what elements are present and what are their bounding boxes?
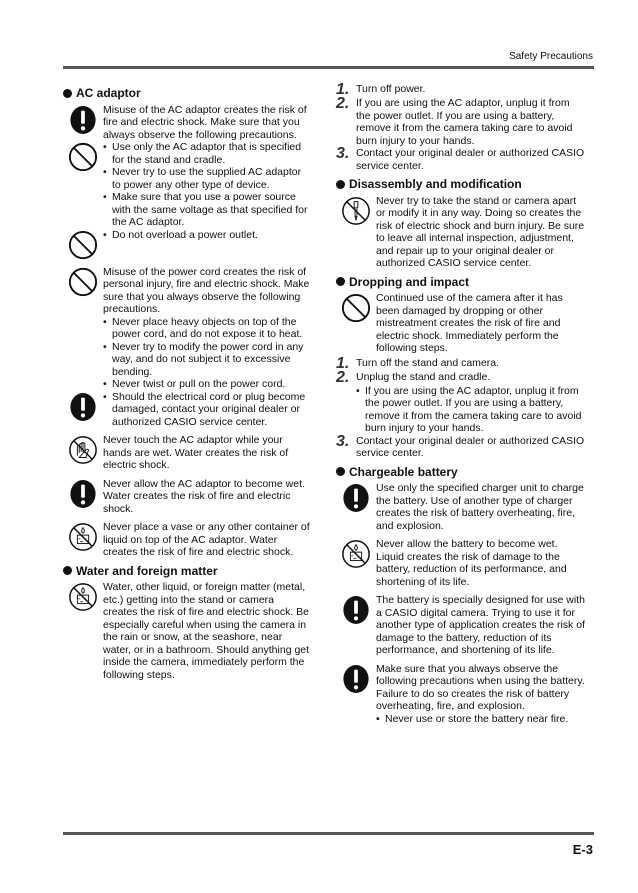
- step-item: 2. If you are using the AC adaptor, unplug it from the power outlet. If you are using a battery, remove it from the camera taking care to avoid burn injury to your hands.: [336, 95, 573, 147]
- bullet-dot-icon: [336, 467, 345, 476]
- section-heading-battery: Chargeable battery: [336, 466, 585, 479]
- prohibited-icon: [68, 230, 98, 260]
- section-heading-ac-adaptor: AC adaptor: [63, 87, 311, 100]
- battery-wet-block: [336, 538, 585, 588]
- warning-icon: [69, 479, 97, 509]
- prohibited-icon: [68, 267, 98, 297]
- battery-charger-text: Use only the specified charger unit to charge the battery. Use of another type of charger creates the risk of battery overheating, fire, and explosion.: [376, 482, 584, 532]
- no-liquid-icon: [341, 539, 371, 569]
- list-item: • Never try to use the supplied AC adaptor to power any other type of device.: [103, 166, 311, 191]
- step-sub-bullet: [336, 385, 585, 435]
- step-item: 2. Unplug the stand and cradle.: [336, 368, 491, 386]
- footer-rule: [63, 832, 594, 835]
- section-heading-dropping: Dropping and impact: [336, 276, 585, 289]
- list-item: • Make sure that you use a power source with the same voltage as that specified for the AC adaptor.: [103, 191, 311, 229]
- bullet-dot-icon: [336, 180, 345, 189]
- ac-overload-block: [63, 229, 311, 260]
- step-item: 3. Contact your original dealer or authorized CASIO service center.: [336, 432, 585, 459]
- dropping-text: Continued use of the camera after it has been damaged by dropping or other mistreatment creates the risk of fire and electric shock. Immediately perform the following steps.: [376, 292, 563, 354]
- no-liquid-icon: [68, 582, 98, 612]
- no-disassembly-icon: [341, 196, 371, 226]
- vase-block: [63, 521, 311, 559]
- battery-precautions-block: [336, 663, 585, 726]
- water-text: Water, other liquid, or foreign matter (metal, etc.) getting into the stand or camera creates the risk of fire and electric shock. Be especially careful when using the camera in the rain or snow, at the seashore, near water, or in a bathroom. Should anything get inside the camera, immediately perform the following steps.: [103, 581, 310, 681]
- wet-hands-block: [63, 434, 311, 472]
- header-rule: [63, 66, 594, 69]
- list-item: • Never use or store the battery near fire.: [376, 713, 585, 726]
- battery-charger-block: [336, 482, 585, 532]
- power-cord-text: Misuse of the power cord creates the risk of personal injury, fire and electric shock. Make sure that you always observe the following precautions.: [103, 265, 310, 315]
- water-steps: [336, 83, 585, 172]
- dropping-block: [336, 292, 585, 355]
- battery-design-block: [336, 594, 585, 657]
- right-column: [336, 83, 585, 731]
- disassembly-block: [336, 195, 585, 270]
- damaged-cord-block: [63, 391, 311, 429]
- prohibited-icon: [68, 142, 98, 172]
- bullet-dot-icon: [63, 89, 72, 98]
- list-item: • If you are using the AC adaptor, unplug it from the power outlet. If you are using a battery, remove it from the camera taking care to avoid burn injury to your hands.: [356, 385, 585, 435]
- running-header: Safety Precautions: [509, 51, 593, 62]
- disassembly-text: Never try to take the stand or camera apart or modify it in any way. Doing so creates the risk of electric shock and burn injury. Be sure to leave all internal inspection, adjustment, and repair up to your original dealer or authorized CASIO service center.: [376, 194, 585, 269]
- bullet-dot-icon: [63, 566, 72, 575]
- step-item: 1. Turn off the stand and camera.: [336, 354, 500, 372]
- battery-wet-text: Never allow the battery to become wet. Liquid creates the risk of damage to the battery, reduction of its performance, and shortening of its life.: [376, 538, 567, 588]
- ac-misuse-text: Misuse of the AC adaptor creates the risk of fire and electric shock. Make sure that you always observe the following precautions.: [103, 103, 307, 141]
- section-heading-water: Water and foreign matter: [63, 565, 311, 578]
- wet-hands-text: Never touch the AC adaptor while your hands are wet. Water creates the risk of electric shock.: [103, 434, 289, 471]
- step-item: 3. Contact your original dealer or authorized CASIO service center.: [336, 145, 585, 172]
- no-liquid-icon: [68, 522, 98, 552]
- list-item: • Never twist or pull on the power cord.: [103, 378, 311, 391]
- page-number: E-3: [572, 842, 593, 857]
- warning-icon: [342, 664, 370, 694]
- ac-bullets-block: [63, 141, 311, 229]
- list-item: • Never place heavy objects on top of the power cord, and do not expose it to heat.: [103, 316, 311, 341]
- bullet-dot-icon: [336, 277, 345, 286]
- no-wet-hands-icon: [68, 435, 98, 465]
- list-item: • Never try to modify the power cord in any way, and do not subject it to excessive bending.: [103, 341, 311, 379]
- vase-text: Never place a vase or any other container of liquid on top of the AC adaptor. Water creates the risk of fire and electric shock.: [103, 521, 310, 558]
- step-item: 1. Turn off power.: [336, 81, 426, 98]
- dropping-steps: [336, 354, 585, 460]
- battery-design-text: The battery is specially designed for use with a CASIO digital camera. Trying to use it for another type of application creates the risk of damage to the battery, reduction of its performance, and shortening of its life.: [376, 594, 585, 656]
- warning-icon: [69, 392, 97, 422]
- list-item: • Should the electrical cord or plug become damaged, contact your original dealer or authorized CASIO service center.: [103, 391, 311, 429]
- section-heading-disassembly: Disassembly and modification: [336, 178, 585, 191]
- left-column: [63, 83, 311, 687]
- adaptor-wet-block: [63, 478, 311, 516]
- adaptor-wet-text: Never allow the AC adaptor to become wet. Water creates the risk of fire and electric shock.: [103, 477, 305, 515]
- power-cord-block: [63, 266, 311, 391]
- warning-icon: [342, 483, 370, 513]
- water-block: [63, 581, 311, 681]
- battery-precautions-text: Make sure that you always observe the following precautions when using the battery. Failure to do so creates the risk of battery overheating, fire, and explosion.: [376, 662, 585, 712]
- list-item: • Use only the AC adaptor that is specified for the stand and cradle.: [103, 141, 311, 166]
- warning-icon: [342, 595, 370, 625]
- list-item: • Do not overload a power outlet.: [103, 229, 311, 242]
- ac-misuse-block: [63, 104, 311, 142]
- prohibited-icon: [341, 293, 371, 323]
- warning-icon: [69, 105, 97, 135]
